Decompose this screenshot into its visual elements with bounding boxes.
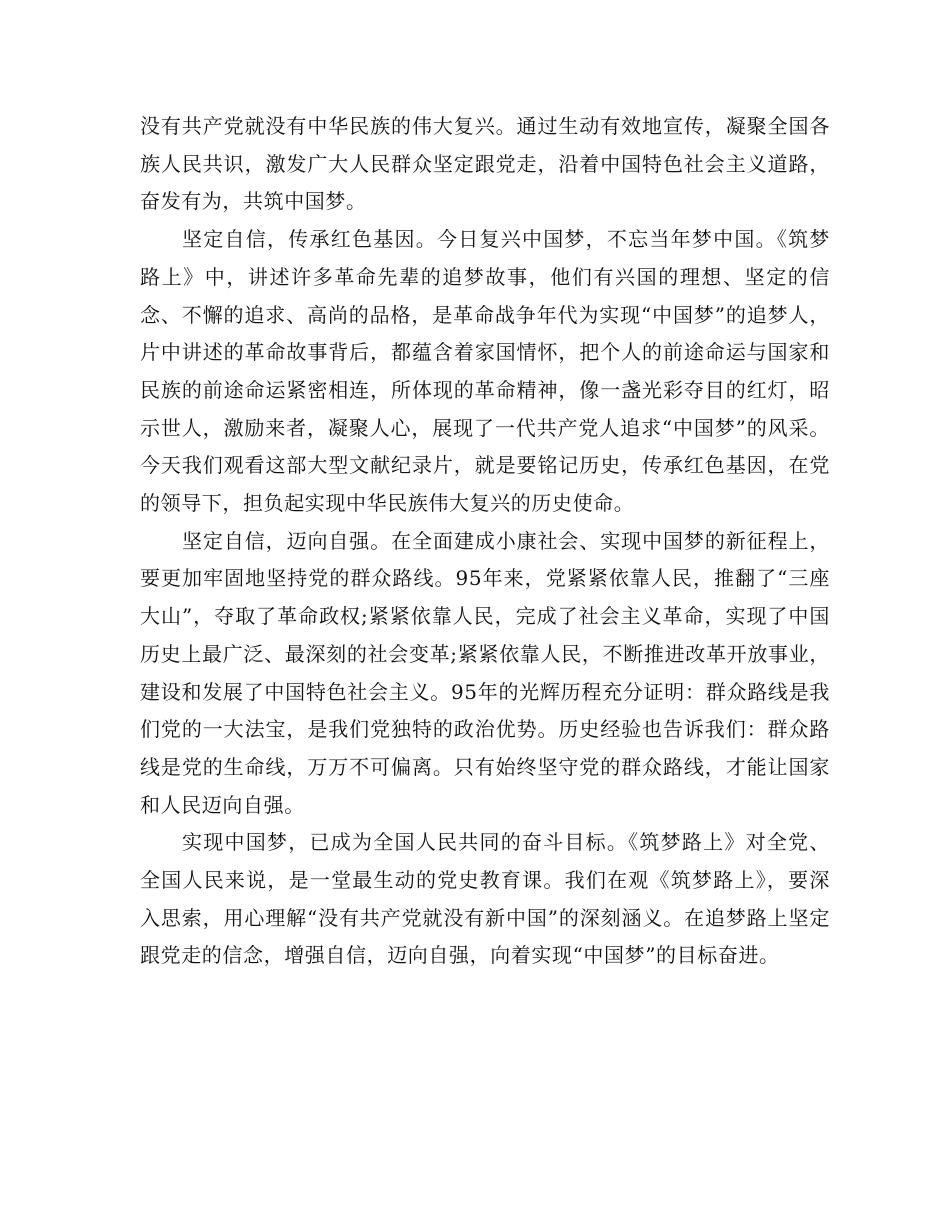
document-page <box>140 108 830 975</box>
paragraph-red-gene: 坚定自信，传承红色基因。今日复兴中国梦，不忘当年梦中国。《筑梦路上》中，讲述许多革命先辈的追梦故事，他们有兴国的理想、坚定的信念、不懈的追求、高尚的品格，是革命战争年代为实现“中国梦”的追梦人，片中讲述的革命故事背后，都蕴含着家国情怀，把个人的前途命运与国家和民族的前途命运紧密相连，所体现的革命精神，像一盏光彩夺目的红灯，昭示世人，激励来者，凝聚人心，展现了一代共产党人追求“中国梦”的风采。今天我们观看这部大型文献纪录片，就是要铭记历史，传承红色基因，在党的领导下，担负起实现中华民族伟大复兴的历史使命。 <box>140 227 830 516</box>
paragraph-china-dream: 实现中国梦，已成为全国人民共同的奋斗目标。《筑梦路上》对全党、全国人民来说，是一堂最生动的党史教育课。我们在观《筑梦路上》，要深入思索，用心理解“没有共产党就没有新中国”的深刻涵义。在追梦路上坚定跟党走的信念，增强自信，迈向自强，向着实现“中国梦”的目标奋进。 <box>140 830 830 968</box>
paragraph-self-strength: 坚定自信，迈向自强。在全面建成小康社会、实现中国梦的新征程上，要更加牢固地坚持党的群众路线。95年来，党紧紧依靠人民，推翻了“三座大山”，夺取了革命政权;紧紧依靠人民，完成了社会主义革命，实现了中国历史上最广泛、最深刻的社会变革;紧紧依靠人民，不断推进改革开放事业，建设和发展了中国特色社会主义。95年的光辉历程充分证明：群众路线是我们党的一大法宝，是我们党独特的政治优势。历史经验也告诉我们：群众路线是党的生命线，万万不可偏离。只有始终坚守党的群众路线，才能让国家和人民迈向自强。 <box>140 528 830 817</box>
paragraph-continuation: 没有共产党就没有中华民族的伟大复兴。通过生动有效地宣传，凝聚全国各族人民共识，激发广大人民群众坚定跟党走，沿着中国特色社会主义道路，奋发有为，共筑中国梦。 <box>140 114 830 214</box>
